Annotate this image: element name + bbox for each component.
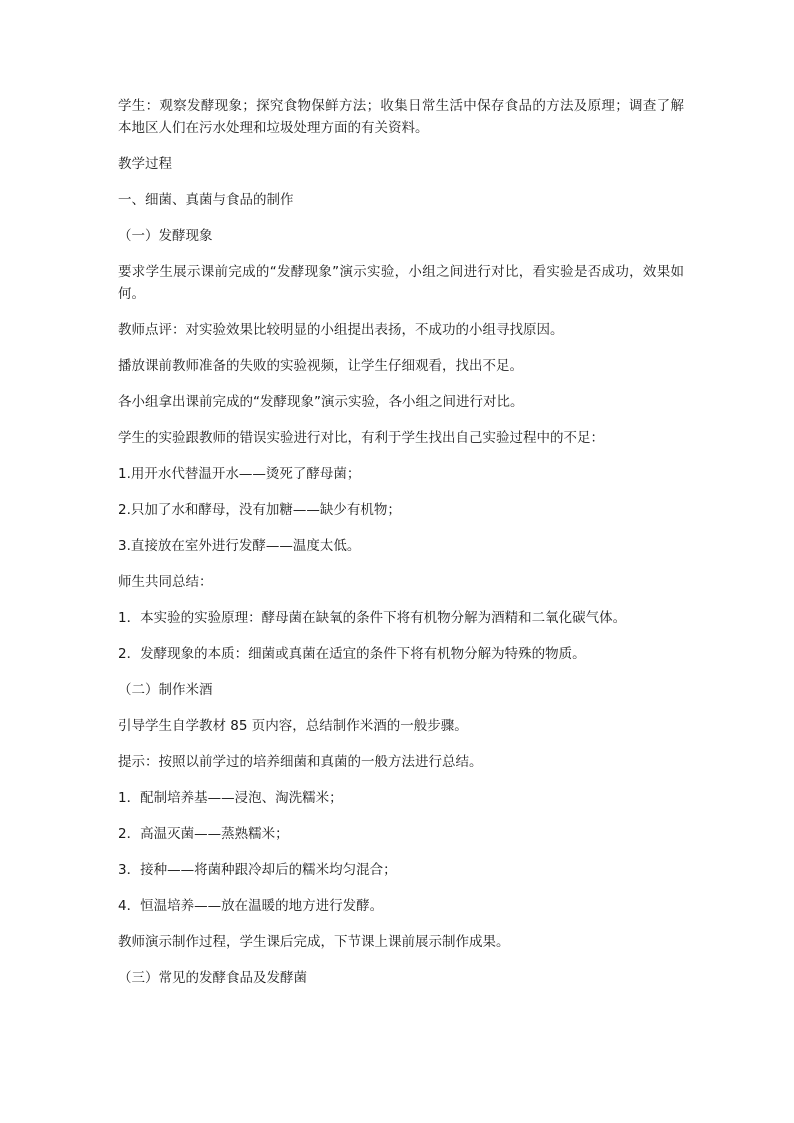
list-item-step-1: 1．配制培养基——浸泡、淘洗糯米； <box>118 790 343 806</box>
paragraph-group-compare: 各小组拿出课前完成的“发酵现象”演示实验，各小组之间进行对比。 <box>118 394 524 410</box>
heading-section-one: 一、细菌、真菌与食品的制作 <box>118 192 294 208</box>
paragraph-compare-mistakes: 学生的实验跟教师的错误实验进行对比，有利于学生找出自己实验过程中的不足： <box>118 430 604 446</box>
heading-teaching-process: 教学过程 <box>118 156 172 172</box>
paragraph-teacher-review: 教师点评：对实验效果比较明显的小组提出表扬，不成功的小组寻找原因。 <box>118 322 564 338</box>
list-item-step-4: 4．恒温培养——放在温暖的地方进行发酵。 <box>118 898 384 914</box>
paragraph-self-study: 引导学生自学教材 85 页内容，总结制作米酒的一般步骤。 <box>118 718 468 734</box>
heading-rice-wine: （二）制作米酒 <box>118 682 213 698</box>
paragraph-hint: 提示：按照以前学过的培养细菌和真菌的一般方法进行总结。 <box>118 754 483 770</box>
list-item-mistake-1: 1.用开水代替温开水——烫死了酵母菌； <box>118 466 361 482</box>
paragraph-preparation-students: 学生：观察发酵现象；探究食物保鲜方法；收集日常生活中保存食品的方法及原理；调查了解本地区人们在污水处理和垃圾处理方面的有关资料。 <box>118 98 684 136</box>
document-body <box>118 95 684 989</box>
paragraph-demo-requirement: 要求学生展示课前完成的“发酵现象”演示实验，小组之间进行对比，看实验是否成功，效果如何。 <box>118 264 684 302</box>
paragraph-failed-video: 播放课前教师准备的失败的实验视频，让学生仔细观看，找出不足。 <box>118 358 523 374</box>
list-item-step-2: 2．高温灭菌——蒸熟糯米； <box>118 826 289 842</box>
list-item-essence: 2．发酵现象的本质：细菌或真菌在适宜的条件下将有机物分解为特殊的物质。 <box>118 646 586 662</box>
paragraph-demo-process: 教师演示制作过程，学生课后完成，下节课上课前展示制作成果。 <box>118 934 510 950</box>
heading-common-fermented-foods: （三）常见的发酵食品及发酵菌 <box>118 970 307 986</box>
list-item-step-3: 3．接种——将菌种跟冷却后的糯米均匀混合； <box>118 862 397 878</box>
list-item-principle: 1．本实验的实验原理：酵母菌在缺氧的条件下将有机物分解为酒精和二氧化碳气体。 <box>118 610 627 626</box>
heading-fermentation: （一）发酵现象 <box>118 228 213 244</box>
paragraph-summary-label: 师生共同总结： <box>118 574 213 590</box>
list-item-mistake-3: 3.直接放在室外进行发酵——温度太低。 <box>118 538 361 554</box>
list-item-mistake-2: 2.只加了水和酵母，没有加糖——缺少有机物； <box>118 502 401 518</box>
